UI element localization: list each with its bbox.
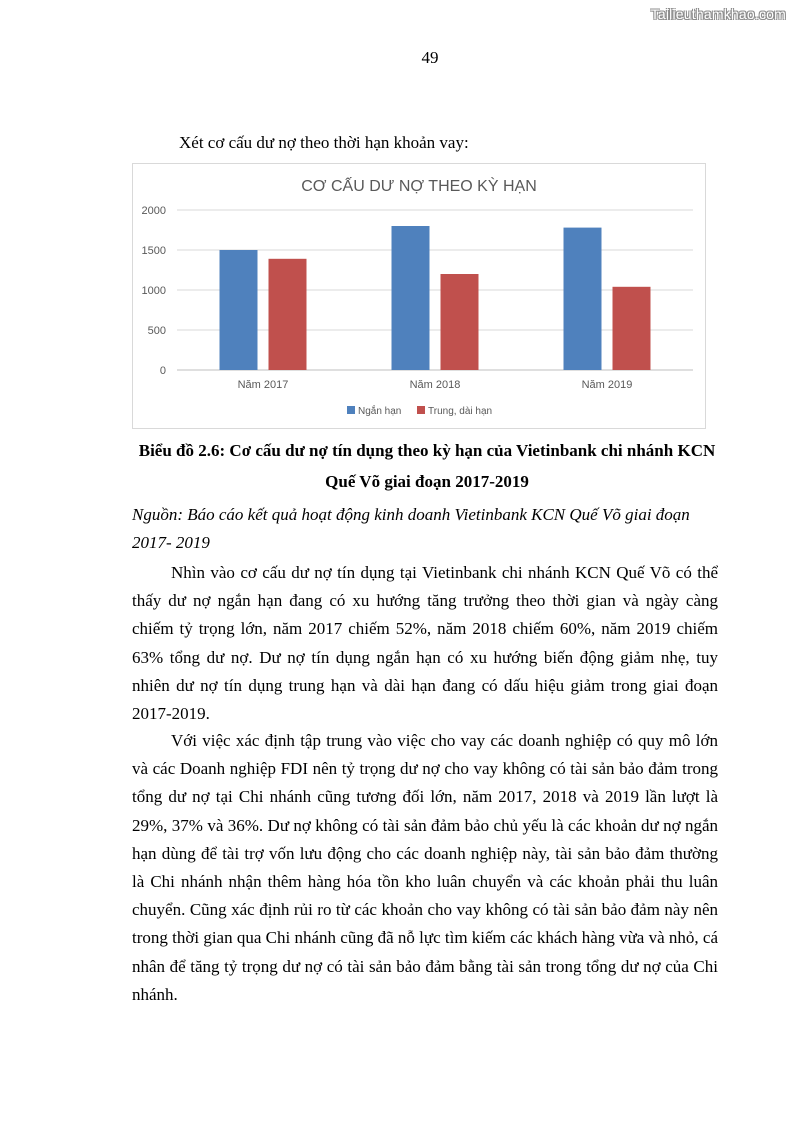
bar-năm-2017-series-2 (269, 259, 307, 370)
page-number: 49 (421, 48, 439, 67)
x-tick-label: Năm 2018 (409, 379, 461, 391)
intro-text: Xét cơ cấu dư nợ theo thời hạn khoản vay: (179, 133, 469, 152)
chart-legend (347, 404, 492, 417)
legend-swatch (347, 406, 355, 414)
bar-năm-2017-series-1 (220, 250, 258, 370)
chart-title: CƠ CẤU DƯ NỢ THEO KỲ HẠN (301, 178, 537, 195)
paragraph-2: Với việc xác định tập trung vào việc cho vay các doanh nghiệp có quy mô lớn và các Doanh nghiệp FDI nên tỷ trọng dư nợ cho vay không có tài sản bảo đảm trong tổng dư nợ tại Chi nhánh cũng tương đối lớn, năm 2017, 2018 và 2019 lần lượt là 29%, 37% và 36%. Dư nợ không có tài sản đảm bảo chủ yếu là các khoản dư nợ ngắn hạn dùng để tài trợ vốn lưu động cho các doanh nghiệp này, tài sản bảo đảm thường là Chi nhánh nhận thêm hàng hóa tồn kho luân chuyển và các khoản phải thu luân chuyển. Cũng xác định rủi ro từ các khoản cho vay không có tài sản bảo đảm này nên trong thời gian qua Chi nhánh cũng đã nỗ lực tìm kiếm các khách hàng vừa và nhỏ, cá nhân để tăng tỷ trọng dư nợ có tài sản bảo đảm bằng tài sản trong tổng dư nợ của Chi nhánh. (132, 731, 718, 1004)
figure-caption-line2: Quế Võ giai đoạn 2017-2019 (325, 472, 529, 491)
paragraph-1: Nhìn vào cơ cấu dư nợ tín dụng tại Vietinbank chi nhánh KCN Quế Võ có thể thấy dư nợ ngắn hạn đang có xu hướng tăng trưởng theo thời gian và ngày càng chiếm tỷ trọng lớn, năm 2017 chiếm 52%, năm 2018 chiếm 60%, năm 2019 chiếm 63% tổng dư nợ. Dư nợ tín dụng ngắn hạn có xu hướng biến động giảm nhẹ, tuy nhiên dư nợ tín dụng trung hạn và dài hạn đang có dấu hiệu giảm trong giai đoạn 2017-2019. (132, 563, 718, 724)
source-note-line2: 2017- 2019 (132, 533, 210, 552)
x-tick-label: Năm 2017 (237, 379, 289, 391)
bar-năm-2019-series-2 (613, 287, 651, 370)
legend-swatch (417, 406, 425, 414)
source-note-line1: Nguồn: Báo cáo kết quả hoạt động kinh doanh Vietinbank KCN Quế Võ giai đoạn (132, 505, 690, 524)
y-axis-ticks (142, 205, 166, 377)
y-tick-label: 1500 (141, 245, 166, 257)
y-tick-label: 500 (147, 325, 166, 337)
legend-label: Trung, dài hạn (428, 406, 493, 417)
bar-năm-2018-series-2 (441, 274, 479, 370)
watermark-text: Tailieuthamkhao.com (650, 6, 786, 22)
bar-năm-2019-series-1 (564, 228, 602, 370)
chart-bars (220, 226, 651, 370)
y-tick-label: 0 (159, 365, 166, 377)
legend-label: Ngắn hạn (358, 406, 402, 417)
x-tick-label: Năm 2019 (581, 379, 633, 391)
figure-caption-line1: Biểu đồ 2.6: Cơ cấu dư nợ tín dụng theo kỳ hạn của Vietinbank chi nhánh KCN (138, 441, 716, 460)
chart-container (132, 163, 706, 429)
bar-năm-2018-series-1 (392, 226, 430, 370)
bar-chart (133, 164, 705, 428)
x-axis-ticks (238, 379, 633, 391)
y-tick-label: 1000 (141, 285, 166, 297)
y-tick-label: 2000 (141, 205, 166, 217)
